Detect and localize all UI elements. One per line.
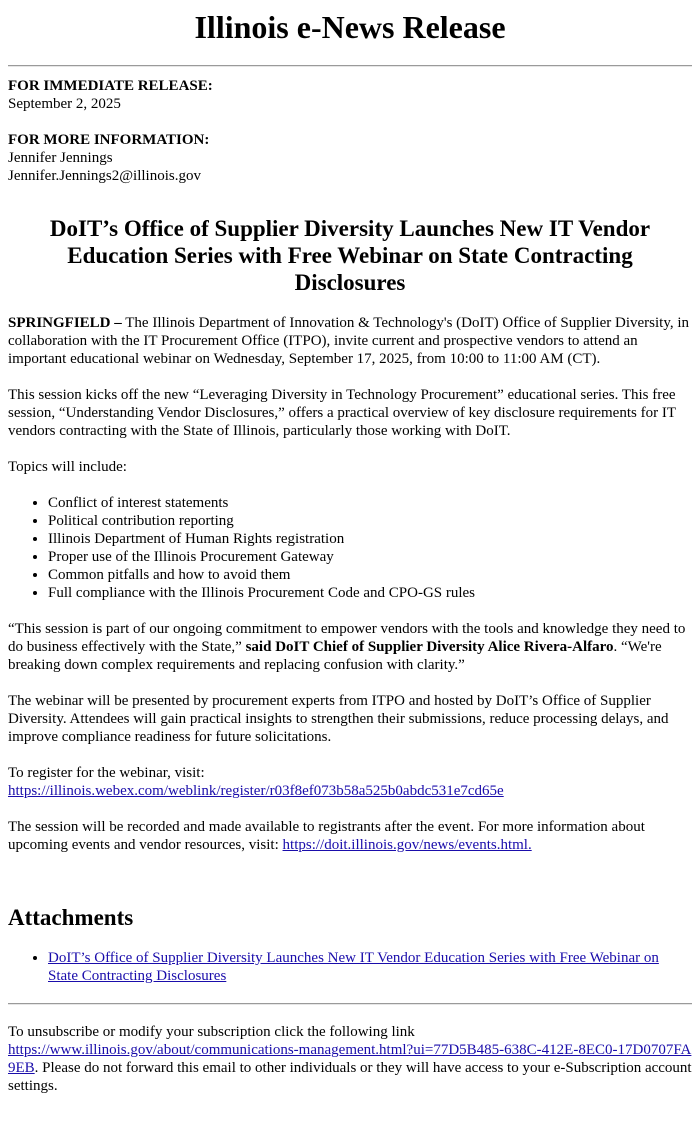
list-item: • Common pitfalls and how to avoid them xyxy=(48,566,692,584)
contact-label: FOR MORE INFORMATION: xyxy=(8,132,210,148)
article-paragraph-series: This session kicks off the new “Leveraging Diversity in Technology Procurement” educational series. This free session, “Understanding Vendor Disclosures,” offers a practical overview of key disclosure requirements for IT vendors contracting with the State of Illinois, particularly those working with DoIT. xyxy=(8,387,676,439)
subscription-management-link[interactable]: https://www.illinois.gov/about/communications-management.html?ui=77D5B485-638C-412E-8EC0-17D0707FA9EB xyxy=(8,1042,692,1076)
list-item: • Political contribution reporting xyxy=(48,512,692,530)
release-info xyxy=(8,77,692,113)
list-item xyxy=(48,949,692,985)
list-item: • Illinois Department of Human Rights registration xyxy=(48,530,692,548)
recording-text: The session will be recorded and made available to registrants after the event. For more information about upcoming events and vendor resources, visit: xyxy=(8,819,645,853)
register-link[interactable]: https://illinois.webex.com/weblink/register/r03f8ef073b58a525b0abdc531e7cd65e xyxy=(8,783,504,799)
register-text: To register for the webinar, visit: xyxy=(8,765,205,781)
contact-info xyxy=(8,131,692,185)
article-paragraph-quote xyxy=(8,620,692,674)
unsubscribe-footer xyxy=(8,1023,692,1095)
article-paragraph-register xyxy=(8,764,692,800)
contact-email: Jennifer.Jennings2@illinois.gov xyxy=(8,168,201,184)
intro-text: The Illinois Department of Innovation & Technology's (DoIT) Office of Supplier Diversity, in collaboration with the IT Procurement Office (ITPO), invite current and prospective vendors to attend an important educational webinar on Wednesday, September 17, 2025, from 10:00 to 11:00 AM (CT). xyxy=(8,315,690,367)
footer-intro: To unsubscribe or modify your subscription click the following link xyxy=(8,1024,415,1040)
topics-intro: Topics will include: xyxy=(8,459,127,475)
quote-end: . “We're breaking down complex requirements and replacing confusion with clarity.” xyxy=(8,639,662,673)
release-date: September 2, 2025 xyxy=(8,96,121,112)
list-item: • Full compliance with the Illinois Procurement Code and CPO-GS rules xyxy=(48,584,692,602)
quote-attribution: said DoIT Chief of Supplier Diversity Alice Rivera-Alfaro xyxy=(245,639,614,655)
attachment-link[interactable]: DoIT’s Office of Supplier Diversity Launches New IT Vendor Education Series with Free Webinar on State Contracting Disclosures xyxy=(48,950,659,984)
footer-outro: . Please do not forward this email to other individuals or they will have access to your e-Subscription account settings. xyxy=(8,1060,692,1094)
header-divider xyxy=(8,65,692,67)
dateline: SPRINGFIELD – xyxy=(8,315,122,331)
topics-list xyxy=(8,494,692,602)
list-item: • Proper use of the Illinois Procurement Gateway xyxy=(48,548,692,566)
attachments-list xyxy=(8,949,692,985)
list-item: • Conflict of interest statements xyxy=(48,494,692,512)
attachments-heading: Attachments xyxy=(8,905,134,930)
article-headline: DoIT’s Office of Supplier Diversity Launches New IT Vendor Education Series with Free Webinar on State Contracting Disclosures xyxy=(49,216,651,295)
release-label: FOR IMMEDIATE RELEASE: xyxy=(8,78,213,94)
article-paragraph-recording xyxy=(8,818,692,854)
quote-start: “This session is part of our ongoing commitment to empower vendors with the tools and knowledge they need to do business effectively with the State,” xyxy=(8,621,686,655)
article-paragraph-intro xyxy=(8,314,692,368)
page-title: Illinois e-News Release xyxy=(194,9,506,45)
contact-name: Jennifer Jennings xyxy=(8,150,113,166)
events-link[interactable]: https://doit.illinois.gov/news/events.html. xyxy=(282,837,532,853)
article-paragraph-webinar: The webinar will be presented by procurement experts from ITPO and hosted by DoIT’s Office of Supplier Diversity. Attendees will gain practical insights to strengthen their submissions, reduce processing delays, and improve compliance readiness for future solicitations. xyxy=(8,693,669,745)
footer-divider xyxy=(8,1003,692,1005)
